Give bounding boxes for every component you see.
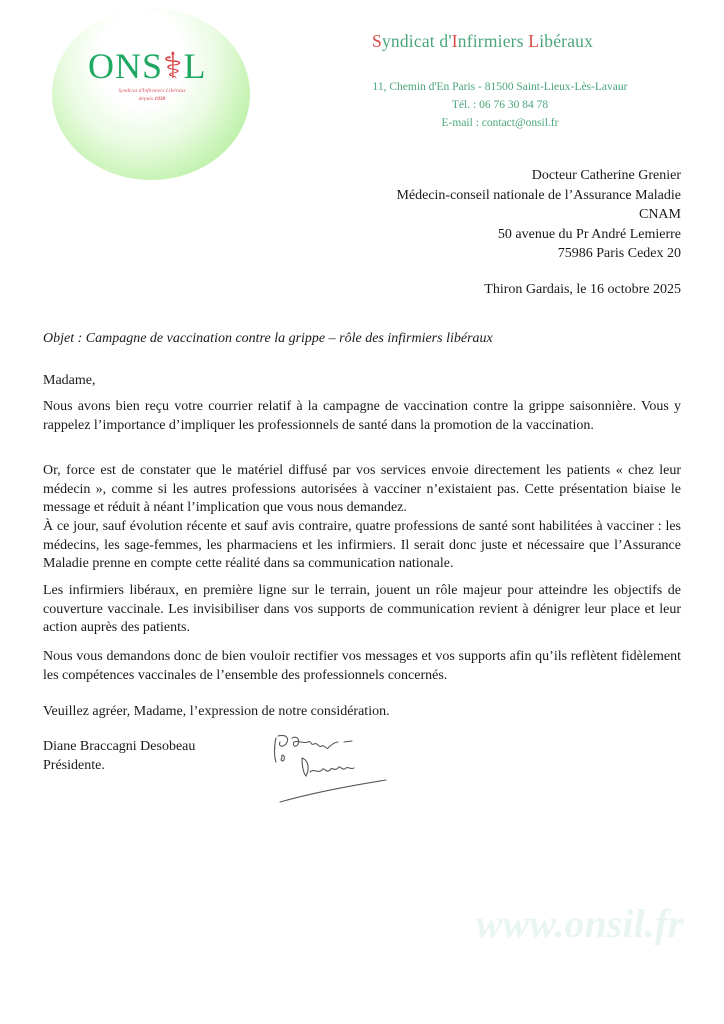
paragraph: À ce jour, sauf évolution récente et sauf avis contraire, quatre professions de santé sont habilitées à vacciner : les médecins, les sage-femmes, les pharmaciens et les infirmiers. Il serait donc juste et nécessaire que l’Assurance Maladie prenne en compte cette réalité dans sa communication nationale. [43,519,681,571]
caduceus-icon: ⚕ [163,46,184,86]
recipient-line: 75986 Paris Cedex 20 [557,246,681,261]
org-initial-i: I [451,31,458,51]
logo-text-end: L [183,46,207,86]
signature-icon [268,728,398,808]
org-name-part1: yndicat d' [381,31,452,51]
recipient-line: Docteur Catherine Grenier [531,168,681,183]
org-initial-l: L [528,31,540,51]
logo-subtitle-line1: Syndicat d'Infirmiers Libéraux [118,88,186,94]
paragraph: Or, force est de constater que le matériel diffusé par vos services envoie directement les patients « chez leur médecin », comme si les autres professions autorisées à vacciner n’existaient pas. Cette présentation biaise le message et réduit à néant l’implication que vous nous demandez. [43,463,681,515]
signer-name: Diane Braccagni Desobeau [43,739,196,754]
signer-block [43,737,195,775]
org-address: 11, Chemin d'En Paris - 81500 Saint-Lieux-Lès-Lavaur [372,81,628,93]
logo-subtitle-line2 [92,95,212,103]
logo-text-main: ONS [88,46,164,86]
org-phone: Tél. : 06 76 30 84 78 [451,99,549,111]
recipient-line: Médecin-conseil nationale de l’Assurance Maladie [396,187,681,203]
subject-line: Objet : Campagne de vaccination contre la grippe – rôle des infirmiers libéraux [43,331,493,346]
website-watermark: www.onsil.fr [476,901,684,946]
paragraph: Les infirmiers libéraux, en première ligne sur le terrain, jouent un rôle majeur pour atteindre les objectifs de couverture vaccinale. Les invisibiliser dans vos supports de communication revient à dénigrer leur place et leur action auprès des patients. [43,583,681,635]
recipient-line: CNAM [638,207,681,222]
logo-since-year: 1930 [154,96,166,102]
org-name-part2: nfirmiers [457,31,529,51]
salutation: Madame, [43,373,96,388]
org-email[interactable]: E-mail : contact@onsil.fr [441,117,559,129]
paragraph: Nous avons bien reçu votre courrier relatif à la campagne de vaccination contre la grippe saisonnière. Vous y rappelez l’importance d’impliquer les professionnels de santé dans la promotion de la vaccination. [43,399,681,433]
logo-subtitle [92,87,212,103]
org-name-part3: ibéraux [539,31,594,51]
recipient-block [396,166,681,264]
onsil-logo [88,48,207,84]
org-initial-s: S [372,31,382,51]
paragraph: Nous vous demandons donc de bien vouloir rectifier vos messages et vos supports afin qu’ils reflètent fidèlement les compétences vaccinales de l’ensemble des professionnels concernés. [43,649,681,683]
organization-name [372,31,593,52]
recipient-line: 50 avenue du Pr André Lemierre [497,226,681,242]
signer-title: Présidente. [43,758,105,773]
date-line: Thiron Gardais, le 16 octobre 2025 [484,282,681,297]
logo-since-label: depuis [138,96,155,102]
closing-formula: Veuillez agréer, Madame, l’expression de notre considération. [43,704,390,719]
organization-contact [358,78,642,132]
